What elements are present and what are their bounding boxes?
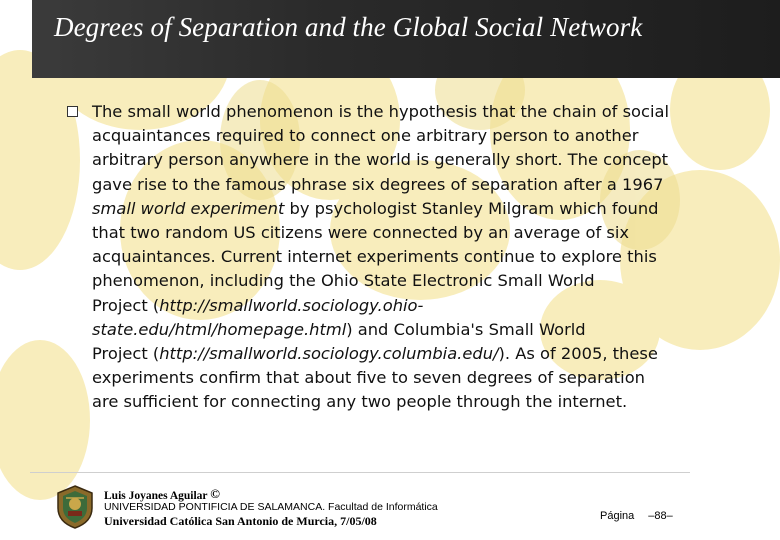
body-text: acquaintances. Current internet experiments continue to explore this [92,247,657,267]
university-seal-icon [54,484,96,530]
body-text: experiments confirm that about five to seven degrees of separation [92,368,645,388]
author-name: Luis Joyanes Aguilar [104,490,208,502]
body-text: by psychologist Stanley Milgram which found [284,198,659,218]
footer-author [104,486,220,502]
body-line [92,173,732,197]
body-paragraph [92,100,732,415]
body-italic-text: small world experiment [92,198,285,218]
page-label: Página [600,510,635,522]
footer-page [600,510,673,522]
body-line [92,221,732,245]
body-line [92,318,732,342]
body-text: that two random US citizens were connected by an average of six [92,223,629,243]
body-text: gave rise to the famous phrase six degrees of separation after a 1967 [92,174,664,194]
body-text: arbitrary person anywhere in the world is generally short. The concept [92,150,669,170]
body-line [92,197,732,221]
slide-title: Degrees of Separation and the Global Social Network [54,12,643,42]
body-text: ) and Columbia's Small World [346,319,586,339]
body-italic-text: http://smallworld.sociology.ohio- [159,295,424,315]
body-line [92,124,732,148]
footer-institution: UNIVERSIDAD PONTIFICIA DE SALAMANCA. Facultad de Informática [104,501,438,513]
body-line [92,269,732,293]
body-text: The small world phenomenon is the hypothesis that the chain of social [92,102,669,121]
copyright-symbol: © [210,486,220,501]
body-line [92,148,732,172]
page-number: –88– [648,510,673,522]
body-line [92,245,732,269]
body-text: Project ( [92,344,160,364]
footer-university: Universidad Católica San Antonio de Murcia, 7/05/08 [104,514,377,528]
title-bar [32,0,780,78]
body-text: phenomenon, including the Ohio State Electronic Small World [92,271,595,291]
body-line [92,294,732,318]
body-line [92,100,732,124]
body-text: Project ( [92,295,160,315]
body-line [92,366,732,390]
square-bullet-icon [67,106,78,117]
body-italic-text: http://smallworld.sociology.columbia.edu/ [159,344,499,364]
body-text: ). As of 2005, these [498,344,658,364]
body-line [92,390,732,414]
body-text: acquaintances required to connect one arbitrary person to another [92,126,639,146]
body-text: are sufficient for connecting any two people through the internet. [92,392,628,412]
body-line [92,342,732,366]
body-content [62,100,732,415]
footer-divider [30,472,690,473]
body-italic-text: state.edu/html/homepage.html [92,319,347,339]
